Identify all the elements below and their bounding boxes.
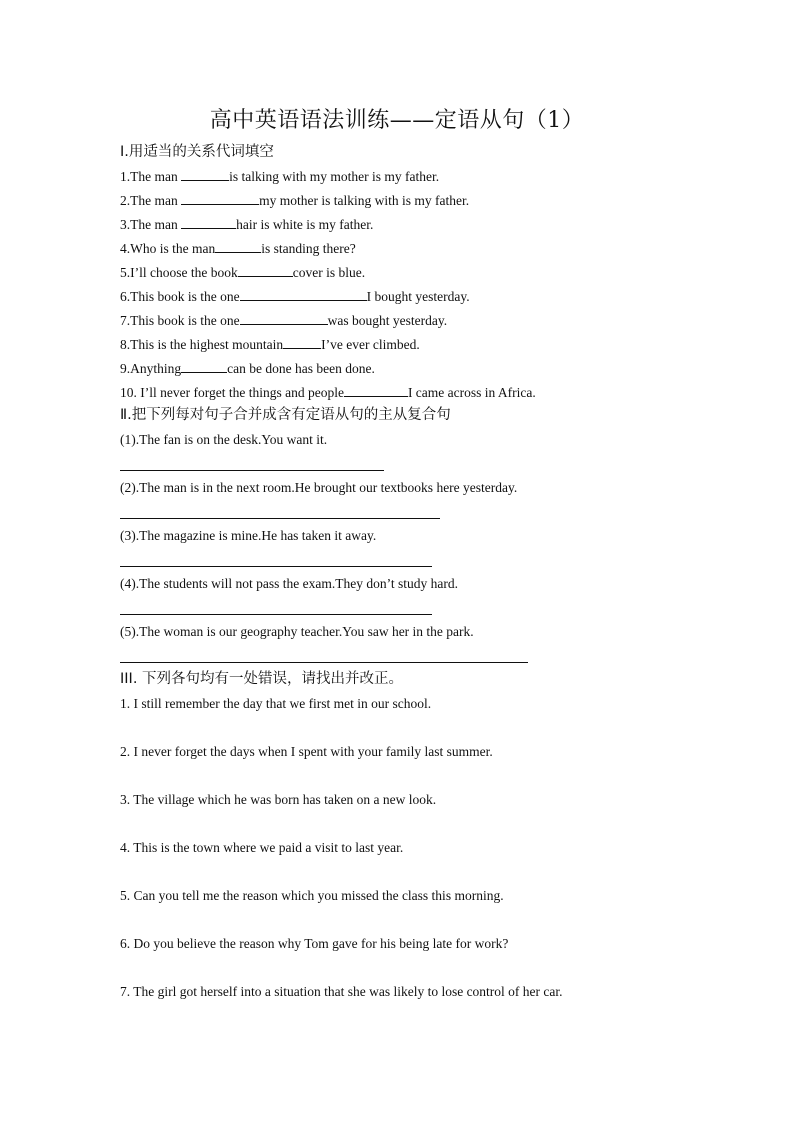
fill-item-5 (120, 264, 365, 281)
fill-item-text-before: 4.Who is the man (120, 241, 216, 256)
fill-item-4 (120, 240, 356, 257)
answer-line[interactable] (120, 518, 440, 519)
fill-item-text-before: 1.The man (120, 169, 182, 184)
fill-item-text-before: 6.This book is the one (120, 289, 240, 304)
fill-item-2 (120, 192, 469, 209)
answer-blank[interactable] (238, 264, 293, 277)
section-2-heading: Ⅱ.把下列每对句子合并成含有定语从句的主从复合句 (120, 407, 451, 423)
fill-item-text-before: 9.Anything (120, 361, 182, 376)
combine-item-1: (1).The fan is on the desk.You want it. (120, 432, 328, 447)
fill-item-9 (120, 360, 375, 377)
combine-item-2: (2).The man is in the next room.He brought our textbooks here yesterday. (120, 480, 518, 495)
correction-item-5: 5. Can you tell me the reason which you missed the class this morning. (120, 888, 504, 903)
fill-item-10 (120, 384, 536, 401)
answer-blank[interactable] (181, 168, 229, 181)
answer-blank[interactable] (344, 384, 408, 397)
answer-blank[interactable] (215, 240, 261, 253)
answer-blank[interactable] (240, 288, 367, 301)
fill-item-text-before: 8.This is the highest mountain (120, 337, 284, 352)
section-3-heading: III. 下列各句均有一处错误，请找出并改正。 (120, 671, 404, 687)
fill-item-text-after: can be done has been done. (227, 361, 375, 376)
fill-item-text-after: is talking with my mother is my father. (229, 169, 440, 184)
fill-item-8 (120, 336, 420, 353)
fill-item-text-after: cover is blue. (292, 265, 366, 280)
fill-item-text-before: 3.The man (120, 217, 182, 232)
combine-item-4: (4).The students will not pass the exam.They don’t study hard. (120, 576, 458, 591)
fill-item-text-before: 5.I’ll choose the book (120, 265, 238, 280)
fill-item-text-before: 2.The man (120, 193, 182, 208)
fill-item-text-before: 10. I’ll never forget the things and people (120, 385, 344, 400)
fill-item-6 (120, 288, 470, 305)
answer-blank[interactable] (181, 360, 227, 373)
correction-item-2: 2. I never forget the days when I spent with your family last summer. (120, 744, 493, 759)
answer-blank[interactable] (181, 216, 236, 229)
answer-line[interactable] (120, 662, 528, 663)
answer-blank[interactable] (283, 336, 321, 349)
correction-item-6: 6. Do you believe the reason why Tom gave for his being late for work? (120, 936, 509, 951)
page-title: 高中英语语法训练——定语从句（1） (209, 108, 585, 133)
fill-item-1 (120, 168, 439, 185)
fill-item-text-after: I bought yesterday. (366, 289, 470, 304)
correction-item-7: 7. The girl got herself into a situation that she was likely to lose control of her car. (120, 984, 563, 999)
combine-item-3: (3).The magazine is mine.He has taken it away. (120, 528, 377, 543)
answer-blank[interactable] (240, 312, 328, 325)
fill-item-text-after: hair is white is my father. (236, 217, 374, 232)
correction-item-4: 4. This is the town where we paid a visit to last year. (120, 840, 404, 855)
fill-item-7 (120, 312, 447, 329)
answer-line[interactable] (120, 470, 384, 471)
fill-item-text-after: I came across in Africa. (407, 385, 536, 400)
fill-item-text-after: my mother is talking with is my father. (259, 193, 470, 208)
fill-item-text-after: is standing there? (261, 241, 356, 256)
fill-item-text-after: I’ve ever climbed. (321, 337, 420, 352)
answer-line[interactable] (120, 614, 432, 615)
answer-line[interactable] (120, 566, 432, 567)
combine-item-5: (5).The woman is our geography teacher.You saw her in the park. (120, 624, 474, 639)
fill-item-text-after: was bought yesterday. (327, 313, 448, 328)
fill-item-text-before: 7.This book is the one (120, 313, 240, 328)
section-1-heading: Ⅰ.用适当的关系代词填空 (120, 144, 274, 160)
correction-item-1: 1. I still remember the day that we first met in our school. (120, 696, 432, 711)
correction-item-3: 3. The village which he was born has taken on a new look. (120, 792, 437, 807)
answer-blank[interactable] (181, 192, 259, 205)
fill-item-3 (120, 216, 373, 233)
